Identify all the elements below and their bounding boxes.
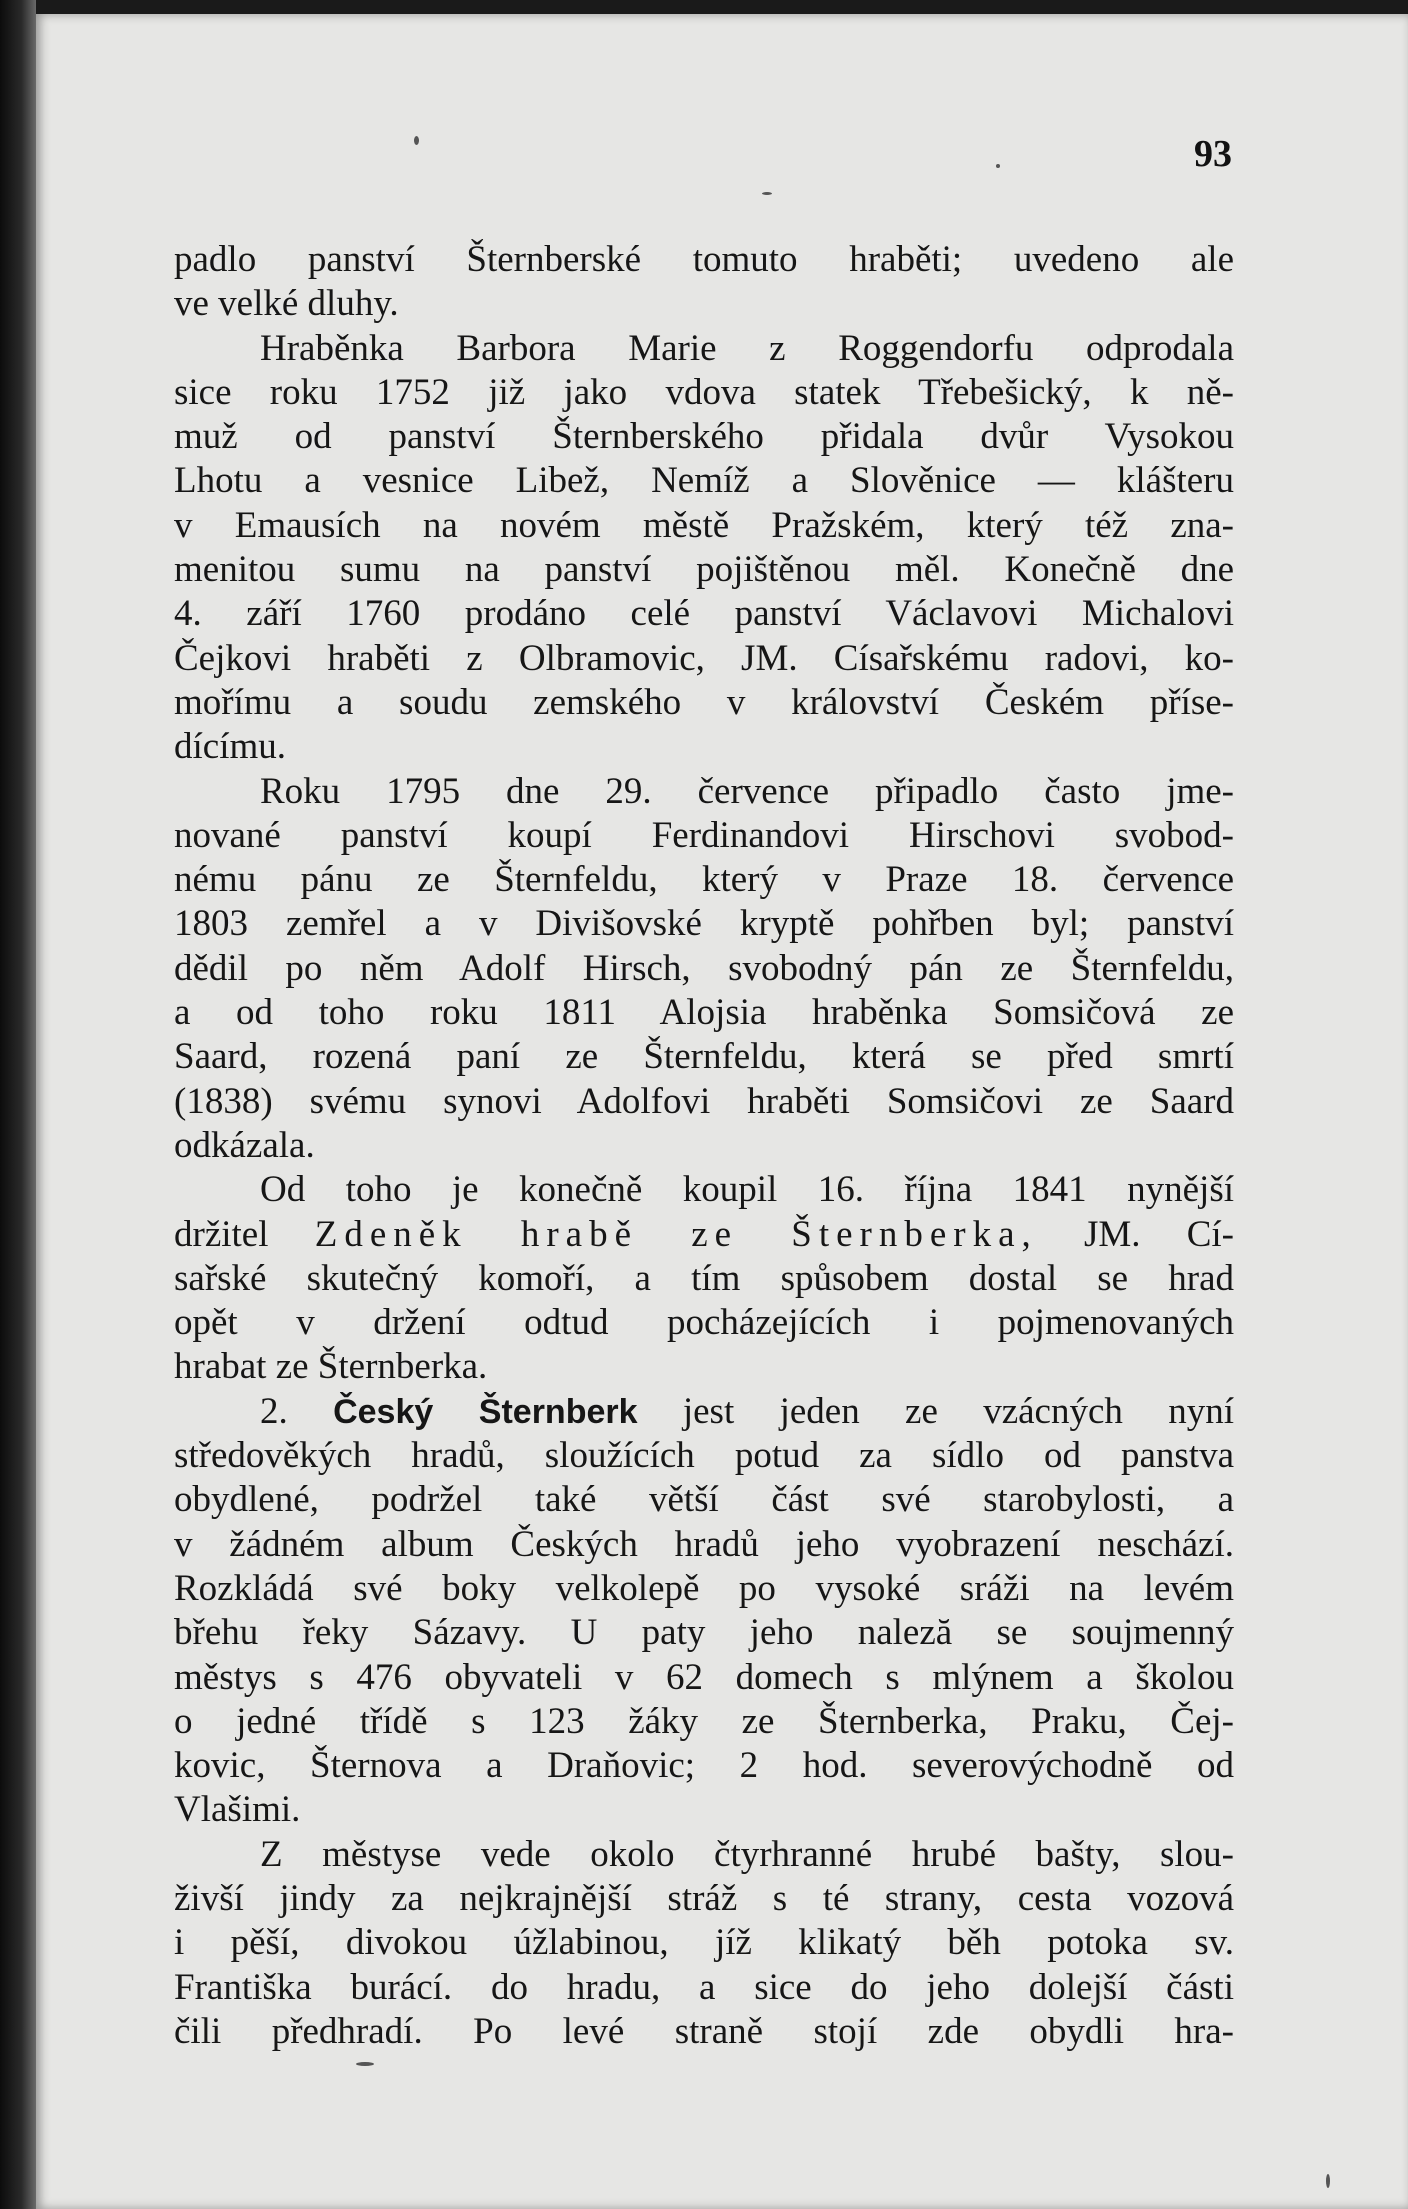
text-line: muž od panství Šternberského přidala dvůr Vysokou [174,416,1234,458]
text-line: břehu řeky Sázavy. U paty jeho naleză se soujmenný [174,1612,1234,1654]
text-line: i pěší, divokou úžlabinou, jíž klikatý běh potoka sv. [174,1922,1234,1964]
text-line: Od toho je konečně koupil 16. října 1841 nynější [260,1169,1234,1211]
text-line: opět v držení odtud pocházejících i pojmenovaných [174,1302,1234,1344]
scan-speck [356,2062,374,2066]
body-text [174,238,1234,2054]
text-line: středověkých hradů, sloužících potud za sídlo od panstva [174,1435,1234,1477]
book-page [36,14,1408,2209]
text-line: dícímu. [174,726,287,768]
text-line: padlo panství Šternberské tomuto hraběti; uvedeno ale [174,239,1234,280]
text-line: Čejkovi hraběti z Olbramovic, JM. Císařskému radovi, ko- [174,637,1234,679]
owner-name: Zdeněk hrabě ze Šternberka, [314,1213,1038,1255]
text-line: živší jindy za nejkrajnější stráž s té strany, cesta vozová [174,1877,1234,1919]
text-line: obydlené, podržel také větší část své starobylosti, a [174,1479,1234,1521]
text-line: menitou sumu na panství pojištěnou měl. Konečně dne [174,549,1234,591]
text-line: Z městyse vede okolo čtyrhranné hrubé bašty, slou- [260,1833,1234,1875]
section-title: Český Šternberk [333,1392,638,1431]
text-line: dědil po něm Adolf Hirsch, svobodný pán ze Šternfeldu, [174,947,1234,989]
owner-line-prefix: držitel [174,1213,269,1255]
owner-line [174,1213,1234,1257]
text-line: nému pánu ze Šternfeldu, který v Praze 18. července [174,859,1234,901]
text-line: Roku 1795 dne 29. července připadlo často jme- [260,770,1234,812]
text-line: městys s 476 obyvateli v 62 domech s mlýnem a školou [174,1656,1234,1698]
text-line: Saard, rozená paní ze Šternfeldu, která se před smrtí [174,1036,1234,1078]
owner-line-suffix: JM. Cí- [1083,1213,1234,1255]
text-line: odkázala. [174,1124,315,1166]
text-line: (1838) svému synovi Adolfovi hraběti Somsičovi ze Saard [174,1080,1234,1122]
text-line: Vlašimi. [174,1789,301,1831]
text-line: o jedné třídě s 123 žáky ze Šternberka, Praku, Čej- [174,1700,1234,1742]
text-line: mořímu a soudu zemského v království Českém přísе- [174,681,1234,723]
scan-speck [762,192,772,195]
text-line: Lhotu a vesnice Libež, Nemíž a Slověnice — klášteru [174,460,1234,502]
scan-binding-edge [0,0,36,2209]
section-heading-line [174,1390,1234,1434]
text-line: v Emausích na novém městě Pražském, který též zna- [174,504,1234,546]
text-line: Rozkládá své boky velkolepě po vysoké sráži na levém [174,1567,1234,1609]
text-line: a od toho roku 1811 Alojsia hraběnka Somsičová ze [174,992,1234,1034]
scan-speck [414,136,419,145]
page-number: 93 [1194,133,1232,175]
text-line: kovic, Šternova a Draňovic; 2 hod. severovýchodně od [174,1745,1234,1787]
section-heading-rest: jest jeden ze vzácných nyní [682,1390,1234,1432]
text-line: 1803 zemřel a v Divišovské kryptě pohřben byl; panství [174,903,1234,945]
text-line: 4. září 1760 prodáno celé panství Václavovi Michalovi [174,593,1234,635]
text-line: Františka burácí. do hradu, a sice do jeho dolejší části [174,1966,1234,2008]
text-line: Hraběnka Barbora Marie z Roggendorfu odprodala [260,327,1234,369]
text-line: v žádném album Českých hradů jeho vyobrazení neschází. [174,1523,1234,1565]
text-line: sařské skutečný komoří, a tím spůsobem dostal se hrad [174,1257,1234,1299]
scan-speck [1326,2174,1330,2188]
text-line: nované panství koupí Ferdinandovi Hirschovi svobod- [174,814,1234,856]
text-line: ve velké dluhy. [174,283,399,325]
text-line: sice roku 1752 již jako vdova statek Třebešický, k ně- [174,371,1234,413]
section-number: 2. [260,1390,288,1432]
text-line: hrabat ze Šternberka. [174,1346,488,1388]
scan-speck [996,164,1000,168]
text-line: čili předhradí. Po levé straně stojí zde obydli hra- [174,2010,1234,2052]
